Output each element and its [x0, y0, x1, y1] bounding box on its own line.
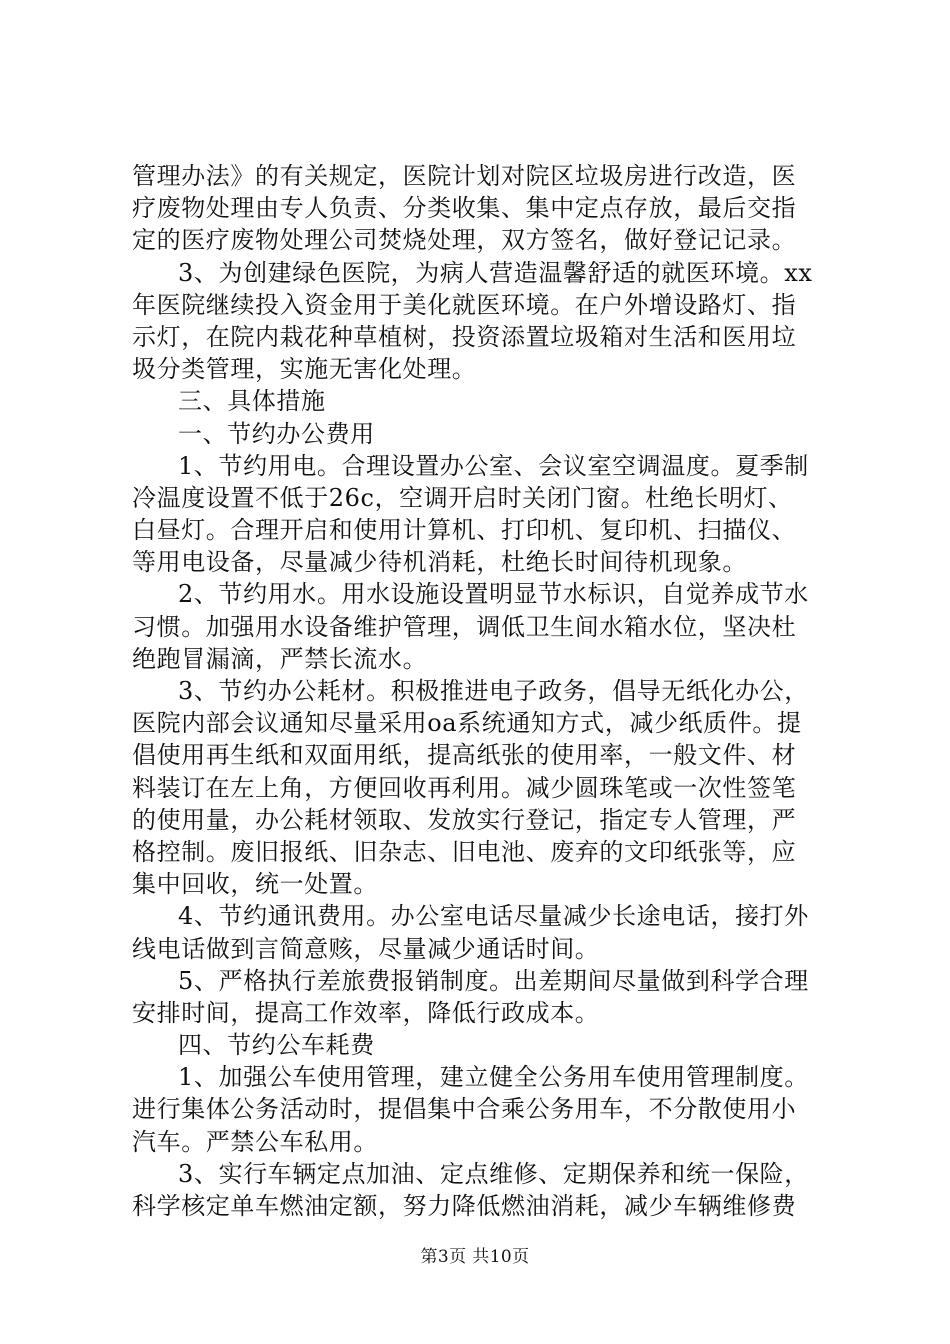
text-line: 一、节约办公费用	[178, 419, 375, 448]
text-line: 年医院继续投入资金用于美化就医环境。在户外增设路灯、指	[132, 290, 797, 319]
text-line: 倡使用再生纸和双面用纸，提高纸张的使用率，一般文件、材	[132, 741, 797, 770]
text-line: 疗废物处理由专人负责、分类收集、集中定点存放，最后交指	[132, 194, 797, 223]
text-line: 科学核定单车燃油定额，努力降低燃油消耗，减少车辆维修费	[132, 1192, 797, 1220]
text-line: 三、具体措施	[178, 387, 326, 416]
text-line: 料装订在左上角，方便回收再利用。减少圆珠笔或一次性签笔	[132, 773, 797, 802]
text-line: 进行集体公务活动时，提倡集中合乘公务用车，不分散使用小	[132, 1095, 797, 1124]
text-line: 习惯。加强用水设备维护管理，调低卫生间水箱水位，坚决杜	[132, 612, 797, 641]
text-line: 医院内部会议通知尽量采用oa系统通知方式，减少纸质件。提	[132, 709, 802, 738]
text-line: 2、节约用水。用水设施设置明显节水标识，自觉养成节水	[178, 580, 809, 609]
text-line: 的使用量，办公耗材领取、发放实行登记，指定专人管理，严	[132, 805, 797, 834]
document-body	[132, 160, 832, 1222]
text-line: 冷温度设置不低于26c，空调开启时关闭门窗。杜绝长明灯、	[132, 483, 793, 512]
page-footer: 第3页 共10页	[420, 1247, 530, 1267]
text-line: 格控制。废旧报纸、旧杂志、旧电池、废弃的文印纸张等，应	[132, 837, 797, 866]
text-line: 汽车。严禁公车私用。	[132, 1127, 378, 1156]
text-line: 3、节约办公耗材。积极推进电子政务，倡导无纸化办公，	[178, 677, 809, 705]
text-line: 线电话做到言简意赅，尽量减少通话时间。	[132, 934, 600, 963]
text-line: 示灯，在院内栽花种草植树，投资添置垃圾箱对生活和医用垃	[132, 322, 797, 351]
text-line: 5、严格执行差旅费报销制度。出差期间尽量做到科学合理	[178, 966, 809, 995]
text-line: 1、节约用电。合理设置办公室、会议室空调温度。夏季制	[178, 451, 809, 480]
text-line: 1、加强公车使用管理，建立健全公务用车使用管理制度。	[178, 1063, 809, 1092]
text-line: 圾分类管理，实施无害化处理。	[132, 355, 477, 384]
text-line: 定的医疗废物处理公司焚烧处理，双方签名，做好登记记录。	[132, 226, 797, 255]
text-line: 3、为创建绿色医院，为病人营造温馨舒适的就医环境。xx	[178, 258, 813, 287]
text-line: 四、节约公车耗费	[178, 1031, 375, 1060]
text-line: 白昼灯。合理开启和使用计算机、打印机、复印机、扫描仪、	[132, 516, 797, 545]
text-line: 安排时间，提高工作效率，降低行政成本。	[132, 998, 600, 1027]
text-line: 4、节约通讯费用。办公室电话尽量减少长途电话，接打外	[178, 902, 809, 931]
text-line: 等用电设备，尽量减少待机消耗，杜绝长时间待机现象。	[132, 548, 747, 577]
text-line: 3、实行车辆定点加油、定点维修、定期保养和统一保险，	[178, 1159, 809, 1188]
text-line: 管理办法》的有关规定，医院计划对院区垃圾房进行改造，医	[132, 162, 797, 190]
text-line: 集中回收，统一处置。	[132, 870, 378, 899]
text-line: 绝跑冒漏滴，严禁长流水。	[132, 644, 428, 673]
